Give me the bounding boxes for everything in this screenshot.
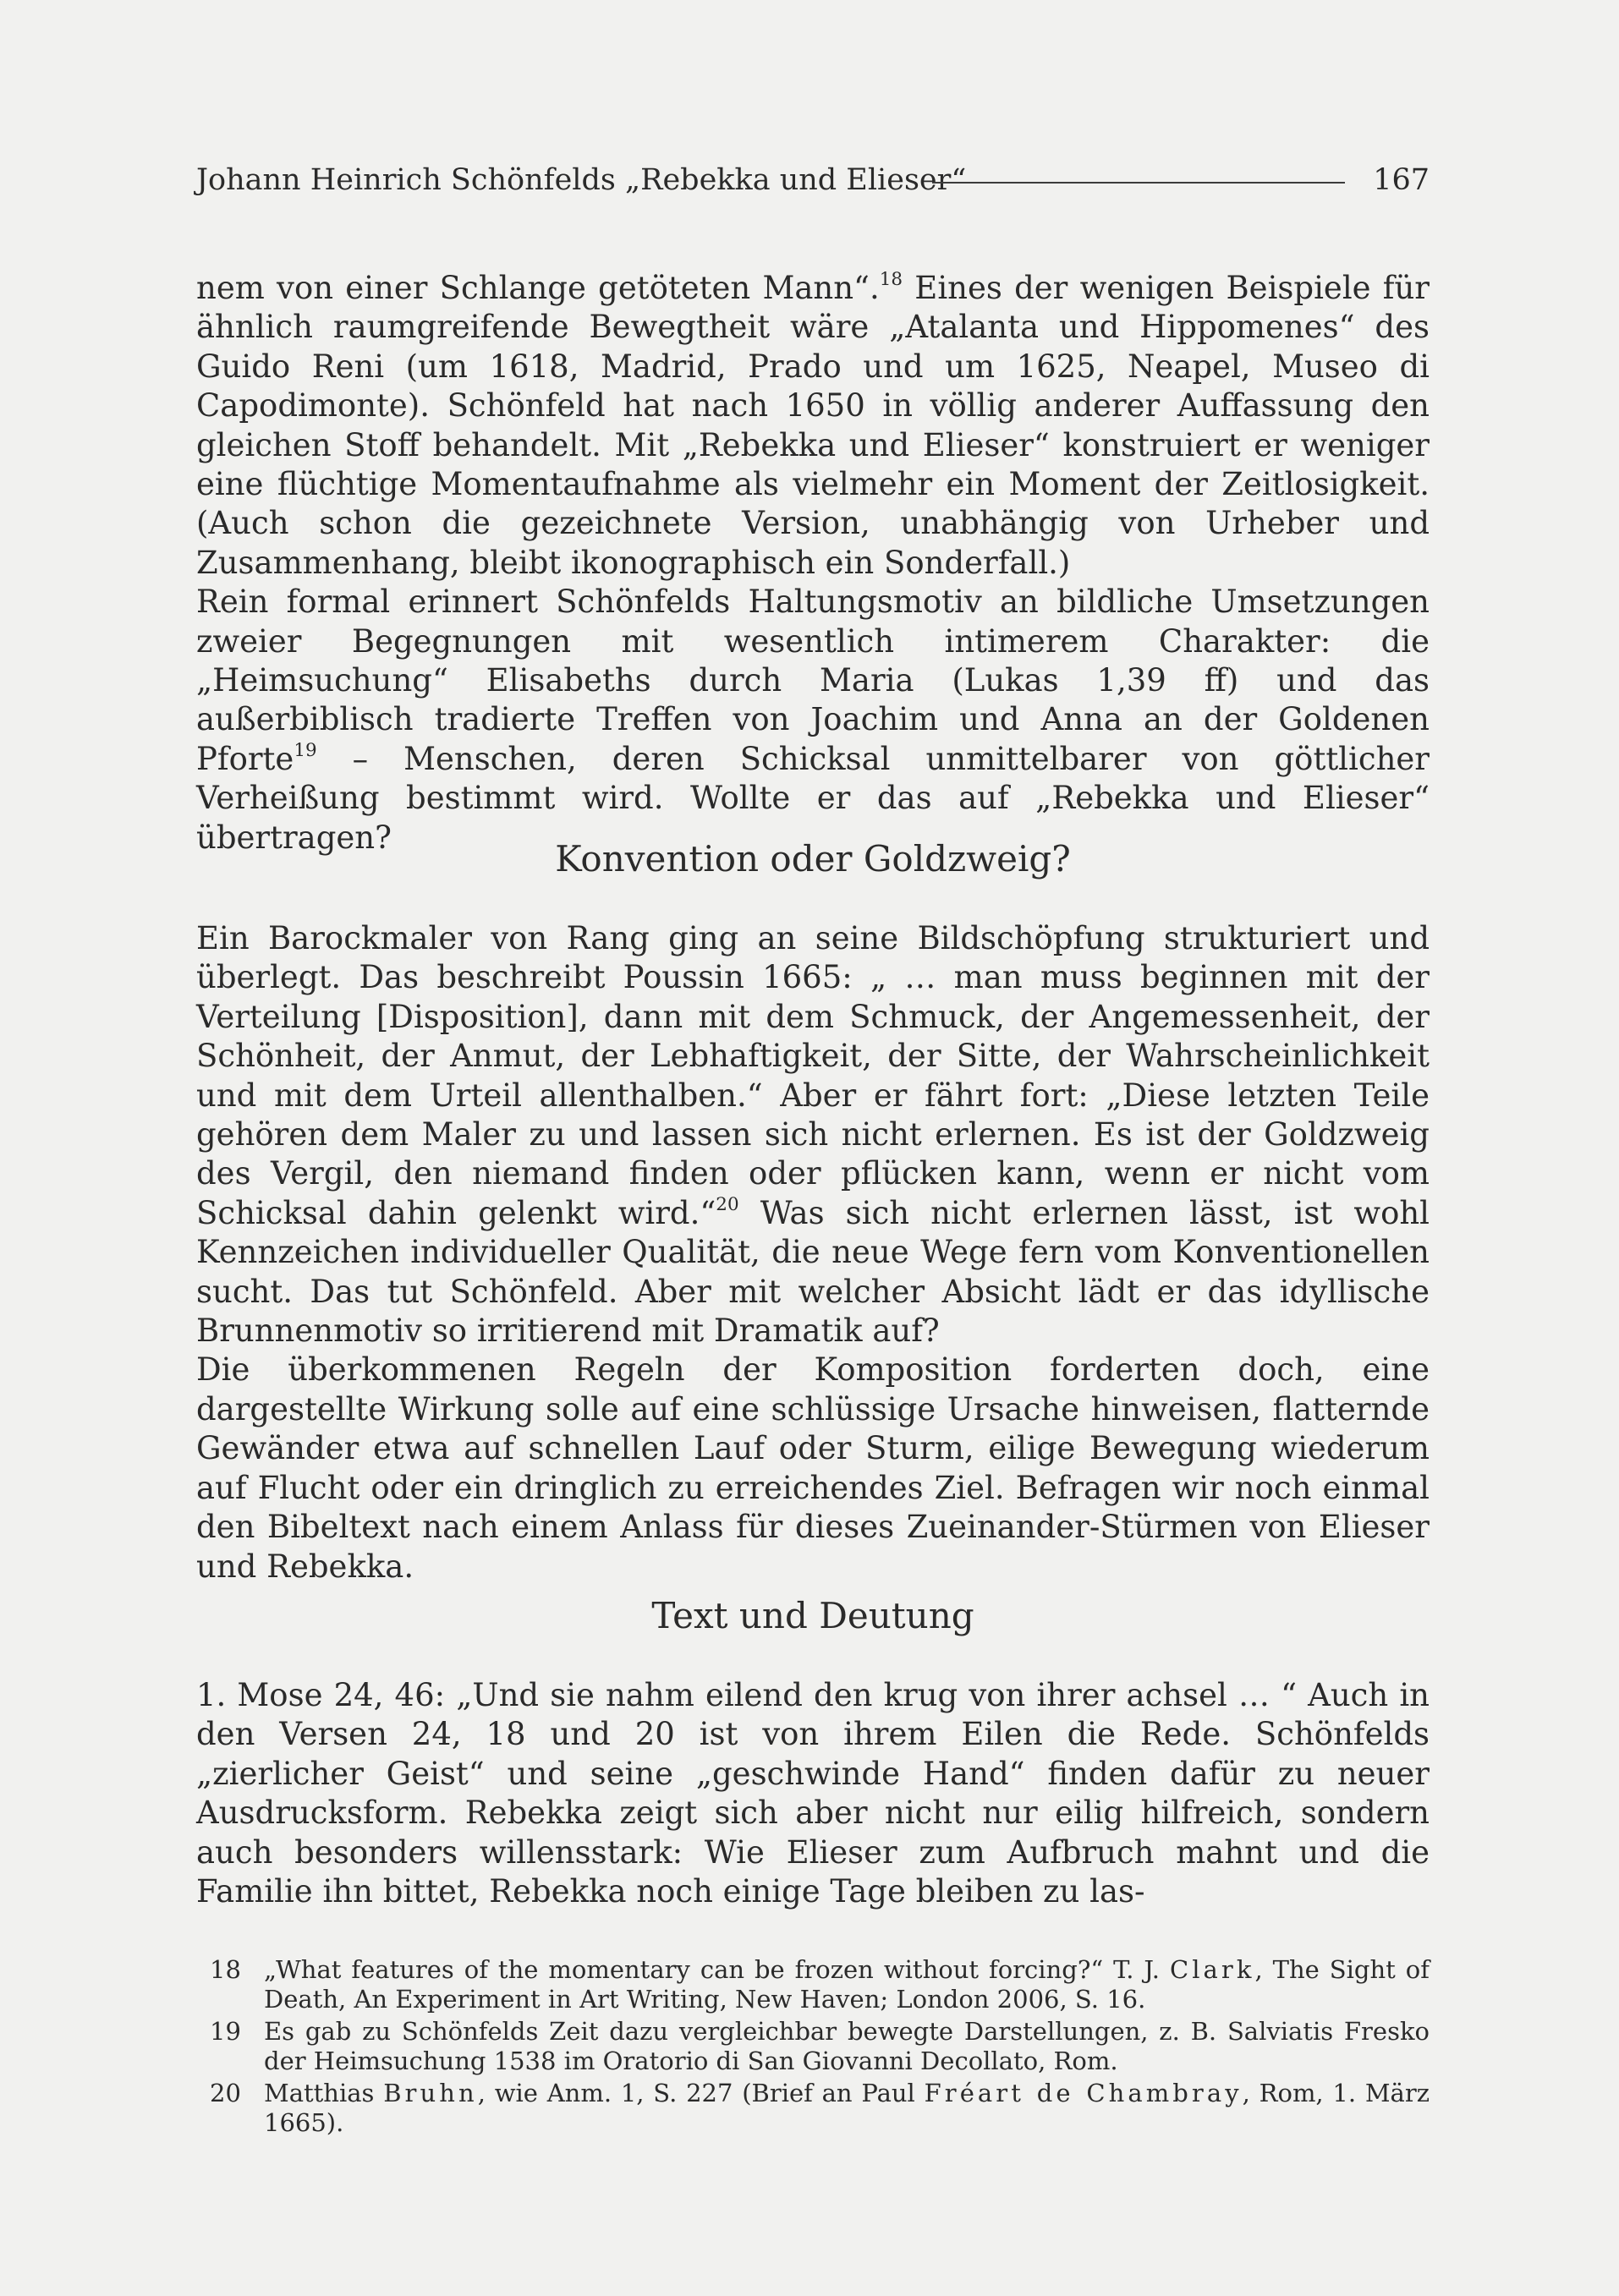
author-name: Fréart de Chambray — [924, 2079, 1243, 2107]
footnote-ref: 19 — [294, 739, 317, 761]
footnote-20 — [196, 2079, 1430, 2138]
author-name: Bruhn — [383, 2079, 478, 2107]
footnote-ref: 18 — [879, 268, 903, 290]
footnotes — [196, 1955, 1430, 2140]
text-run: Die überkommenen Regeln der Komposition forderten doch, eine dargestellte Wirkung solle auf eine schlüssige Ursache hinweisen, flatternde Gewänder etwa auf schnellen Lauf oder Sturm, eilige Bewegung wiederum auf Flucht oder ein dringlich zu erreichendes Ziel. Befragen wir noch einmal den Bibeltext nach einem Anlass für dieses Zueinander-Stürmen von Elieser und Rebekka. — [196, 1351, 1430, 1585]
paragraph — [196, 269, 1430, 583]
body-text-section-2 — [196, 1676, 1430, 1911]
footnote-text — [264, 1955, 1430, 2014]
text-run: Was sich nicht erlernen lässt, ist wohl Kennzeichen individueller Qualität, die neue Wege fern vom Konventionellen sucht. Das tut Schönfeld. Aber mit welcher Absicht lädt er das idyllische Brunnenmotiv so irritierend mit Dramatik auf? — [196, 1194, 1430, 1350]
footnote-number: 20 — [210, 2079, 241, 2107]
text-run: , wie Anm. 1, S. 227 (Brief an Paul — [477, 2079, 925, 2107]
text-run: Es gab zu Schönfelds Zeit dazu vergleichbar bewegte Darstellungen, z. B. Salviatis Fresko der Heimsuchung 1538 im Oratorio di San Giovanni Decollato, Rom. — [264, 2017, 1430, 2075]
page-number: 167 — [1373, 163, 1430, 197]
footnote-ref: 20 — [716, 1193, 739, 1215]
section-heading-konvention: Konvention oder Goldzweig? — [555, 838, 1071, 879]
body-text-section-1 — [196, 919, 1430, 1586]
body-text-top — [196, 269, 1430, 858]
footnote-text — [264, 2017, 1430, 2075]
footnote-19 — [196, 2017, 1430, 2076]
text-run: , Rom, 1. März 1665). — [264, 2079, 1430, 2137]
running-header — [196, 157, 1430, 203]
paragraph — [196, 919, 1430, 1351]
header-rule — [932, 182, 1345, 184]
footnote-18 — [196, 1955, 1430, 2014]
text-run: 1. Mose 24, 46: „Und sie nahm eilend den krug von ihrer achsel … “ Auch in den Versen 24, 18 und 20 ist von ihrem Eilen die Rede. Schönfelds „zierlicher Geist“ und seine „geschwinde Hand“ finden dafür zu neuer Ausdrucksform. Rebekka zeigt sich aber nicht nur eilig hilfreich, sondern auch besonders willensstark: Wie Elieser zum Aufbruch mahnt und die Familie ihn bittet, Rebekka noch einige Tage bleiben zu las- — [196, 1677, 1430, 1910]
section-heading-text-deutung: Text und Deutung — [651, 1595, 974, 1636]
running-title: Johann Heinrich Schönfelds „Rebekka und Elieser“ — [196, 163, 967, 197]
text-run: Eines der wenigen Beispiele für ähnlich raumgreifende Bewegtheit wäre „Atalanta und Hippomenes“ des Guido Reni (um 1618, Madrid, Prado und um 1625, Neapel, Museo di Capodimonte). Schönfeld hat nach 1650 in völlig anderer Auffassung den gleichen Stoff behandelt. Mit „Rebekka und Elieser“ konstruiert er weniger eine flüchtige Momentaufnahme als vielmehr ein Moment der Zeitlosigkeit. (Auch schon die gezeichnete Version, unabhängig von Urheber und Zusammenhang, bleibt ikonographisch ein Sonderfall.) — [196, 270, 1430, 581]
text-run: Rein formal erinnert Schönfelds Haltungsmotiv an bildliche Umsetzungen zweier Begegnungen mit wesentlich intimerem Charakter: die „Heimsuchung“ Elisabeths durch Maria (Lukas 1,39 ff) und das außerbiblisch tradierte Treffen von Joachim und Anna an der Goldenen Pforte — [196, 584, 1430, 777]
text-run: Matthias — [264, 2079, 384, 2107]
paragraph — [196, 583, 1430, 858]
author-name: Clark — [1169, 1955, 1255, 1984]
footnote-number: 18 — [210, 1955, 241, 1984]
text-run: nem von einer Schlange getöteten Mann“. — [196, 270, 880, 306]
footnote-text — [264, 2079, 1430, 2137]
paragraph — [196, 1351, 1430, 1586]
text-run: – Menschen, deren Schicksal unmittelbarer von göttlicher Verheißung bestimmt wird. Wollte er das auf „Rebekka und Elieser“ übertragen? — [196, 740, 1430, 856]
text-run: , The Sight of Death, An Experiment in Art Writing, New Haven; London 2006, S. 16. — [264, 1955, 1430, 2014]
text-run: Ein Barockmaler von Rang ging an seine Bildschöpfung strukturiert und überlegt. Das beschreibt Poussin 1665: „ … man muss beginnen mit der Verteilung [Disposition], dann mit dem Schmuck, der Angemessenheit, der Schönheit, der Anmut, der Lebhaftigkeit, der Sitte, der Wahrscheinlichkeit und mit dem Urteil allenthalben.“ Aber er fährt fort: „Diese letzten Teile gehören dem Maler zu und lassen sich nicht erlernen. Es ist der Goldzweig des Vergil, den niemand finden oder pflücken kann, wenn er nicht vom Schicksal dahin gelenkt wird.“ — [196, 920, 1430, 1231]
text-run: „What features of the momentary can be frozen without forcing?“ T. J. — [264, 1955, 1170, 1984]
footnote-number: 19 — [210, 2017, 241, 2046]
paragraph — [196, 1676, 1430, 1911]
